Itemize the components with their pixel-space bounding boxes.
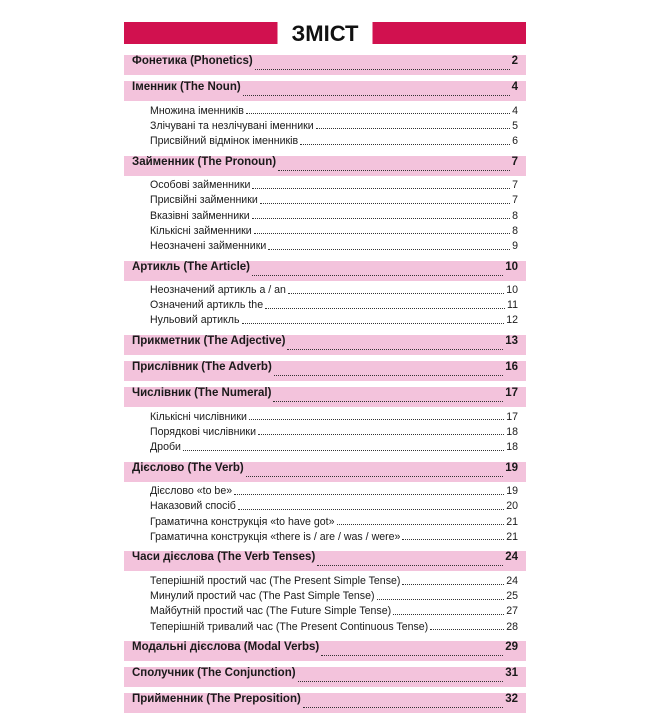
subsection-item[interactable] bbox=[124, 193, 526, 208]
subsection-item[interactable] bbox=[124, 223, 526, 238]
subsection-item[interactable] bbox=[124, 409, 526, 424]
section-heading[interactable] bbox=[124, 551, 526, 571]
leader-dots bbox=[298, 681, 504, 682]
subsection-list bbox=[124, 176, 526, 255]
section-page-number: 7 bbox=[511, 155, 518, 168]
leader-dots bbox=[242, 323, 505, 324]
toc-section bbox=[124, 335, 526, 355]
subsection-page-number: 10 bbox=[506, 284, 518, 297]
subsection-item[interactable] bbox=[124, 514, 526, 529]
subsection-item[interactable] bbox=[124, 439, 526, 454]
section-page-number: 29 bbox=[505, 641, 518, 654]
section-heading[interactable] bbox=[124, 55, 526, 75]
subsection-label: Наказовий спосіб bbox=[150, 500, 236, 513]
subsection-label: Неозначений артикль a / an bbox=[150, 284, 286, 297]
subsection-item[interactable] bbox=[124, 118, 526, 133]
leader-dots bbox=[254, 233, 510, 234]
toc-section bbox=[124, 55, 526, 75]
section-page-number: 32 bbox=[505, 693, 518, 706]
leader-dots bbox=[238, 509, 504, 510]
subsection-item[interactable] bbox=[124, 238, 526, 253]
section-title: Фонетика (Phonetics) bbox=[132, 55, 253, 67]
toc-section bbox=[124, 551, 526, 635]
leader-dots bbox=[316, 128, 510, 129]
subsection-label: Граматична конструкція «there is / are / was / were» bbox=[150, 530, 401, 543]
subsection-list bbox=[124, 571, 526, 635]
subsection-page-number: 8 bbox=[512, 224, 518, 237]
subsection-list bbox=[124, 482, 526, 546]
toc-section bbox=[124, 641, 526, 661]
leader-dots bbox=[252, 275, 503, 276]
subsection-item[interactable] bbox=[124, 178, 526, 193]
leader-dots bbox=[246, 476, 504, 477]
toc-section bbox=[124, 387, 526, 456]
subsection-item[interactable] bbox=[124, 208, 526, 223]
subsection-item[interactable] bbox=[124, 424, 526, 439]
leader-dots bbox=[300, 144, 510, 145]
leader-dots bbox=[268, 249, 510, 250]
leader-dots bbox=[317, 565, 503, 566]
leader-dots bbox=[265, 308, 505, 309]
leader-dots bbox=[377, 599, 505, 600]
leader-dots bbox=[402, 584, 504, 585]
section-title: Числівник (The Numeral) bbox=[132, 387, 272, 400]
leader-dots bbox=[337, 524, 505, 525]
section-title: Іменник (The Noun) bbox=[132, 81, 241, 93]
subsection-label: Кількісні займенники bbox=[150, 224, 252, 237]
subsection-page-number: 6 bbox=[512, 134, 518, 147]
subsection-item[interactable] bbox=[124, 589, 526, 604]
subsection-page-number: 27 bbox=[506, 605, 518, 618]
leader-dots bbox=[252, 188, 510, 189]
subsection-list bbox=[124, 407, 526, 456]
section-heading[interactable] bbox=[124, 156, 526, 176]
section-title: Дієслово (The Verb) bbox=[132, 461, 244, 474]
leader-dots bbox=[234, 494, 504, 495]
leader-dots bbox=[303, 707, 503, 708]
leader-dots bbox=[252, 218, 510, 219]
subsection-page-number: 17 bbox=[506, 410, 518, 423]
leader-dots bbox=[273, 401, 503, 402]
subsection-item[interactable] bbox=[124, 573, 526, 588]
section-title: Прийменник (The Preposition) bbox=[132, 693, 301, 706]
table-of-contents bbox=[124, 22, 526, 719]
section-page-number: 2 bbox=[511, 55, 518, 67]
subsection-page-number: 4 bbox=[512, 104, 518, 117]
leader-dots bbox=[393, 614, 504, 615]
section-heading[interactable] bbox=[124, 387, 526, 407]
section-heading[interactable] bbox=[124, 361, 526, 381]
subsection-item[interactable] bbox=[124, 499, 526, 514]
subsection-label: Майбутній простий час (The Future Simple Tense) bbox=[150, 605, 392, 618]
subsection-item[interactable] bbox=[124, 619, 526, 634]
leader-dots bbox=[274, 375, 503, 376]
subsection-label: Присвійні займенники bbox=[150, 194, 258, 207]
subsection-page-number: 25 bbox=[506, 590, 518, 603]
section-page-number: 16 bbox=[505, 361, 518, 374]
subsection-item[interactable] bbox=[124, 103, 526, 118]
section-heading[interactable] bbox=[124, 667, 526, 687]
section-title: Модальні дієслова (Modal Verbs) bbox=[132, 641, 320, 654]
section-title: Часи дієслова (The Verb Tenses) bbox=[132, 551, 316, 564]
leader-dots bbox=[258, 434, 504, 435]
subsection-page-number: 11 bbox=[507, 299, 518, 312]
subsection-page-number: 21 bbox=[506, 515, 518, 528]
subsection-item[interactable] bbox=[124, 604, 526, 619]
section-heading[interactable] bbox=[124, 641, 526, 661]
toc-section bbox=[124, 462, 526, 546]
subsection-label: Множина іменників bbox=[150, 104, 244, 117]
toc-section bbox=[124, 81, 526, 150]
leader-dots bbox=[260, 203, 510, 204]
subsection-label: Теперішній тривалий час (The Present Continuous Tense) bbox=[150, 620, 429, 633]
section-page-number: 10 bbox=[505, 260, 518, 273]
subsection-label: Минулий простий час (The Past Simple Tense) bbox=[150, 590, 375, 603]
toc-section bbox=[124, 667, 526, 687]
subsection-page-number: 18 bbox=[506, 441, 518, 454]
subsection-page-number: 9 bbox=[512, 239, 518, 252]
toc-section bbox=[124, 693, 526, 713]
subsection-item[interactable] bbox=[124, 484, 526, 499]
leader-dots bbox=[287, 349, 503, 350]
toc-section bbox=[124, 156, 526, 255]
leader-dots bbox=[246, 113, 510, 114]
subsection-label: Дроби bbox=[150, 441, 181, 454]
leader-dots bbox=[288, 293, 504, 294]
leader-dots bbox=[278, 170, 510, 171]
subsection-page-number: 21 bbox=[506, 530, 518, 543]
section-title: Артикль (The Article) bbox=[132, 260, 251, 273]
subsection-page-number: 20 bbox=[506, 500, 518, 513]
subsection-item[interactable] bbox=[124, 313, 526, 328]
toc-list bbox=[124, 55, 526, 713]
title-bar bbox=[124, 22, 526, 44]
subsection-item[interactable] bbox=[124, 283, 526, 298]
subsection-label: Нульовий артикль bbox=[150, 314, 240, 327]
section-title: Прислівник (The Adverb) bbox=[132, 361, 272, 374]
subsection-list bbox=[124, 101, 526, 150]
section-heading[interactable] bbox=[124, 335, 526, 355]
subsection-label: Особові займенники bbox=[150, 179, 251, 192]
subsection-list bbox=[124, 281, 526, 330]
section-heading[interactable] bbox=[124, 693, 526, 713]
subsection-page-number: 12 bbox=[506, 314, 518, 327]
section-title: Займенник (The Pronoun) bbox=[132, 155, 277, 168]
leader-dots bbox=[255, 69, 510, 70]
subsection-label: Присвійний відмінок іменників bbox=[150, 134, 299, 147]
subsection-label: Порядкові числівники bbox=[150, 425, 256, 438]
leader-dots bbox=[430, 629, 504, 630]
toc-section bbox=[124, 261, 526, 330]
section-title: Прикметник (The Adjective) bbox=[132, 335, 286, 348]
subsection-item[interactable] bbox=[124, 529, 526, 544]
leader-dots bbox=[402, 539, 504, 540]
subsection-page-number: 19 bbox=[506, 485, 518, 498]
subsection-page-number: 7 bbox=[512, 194, 518, 207]
section-heading[interactable] bbox=[124, 81, 526, 101]
subsection-page-number: 28 bbox=[506, 620, 518, 633]
subsection-label: Означений артикль the bbox=[150, 299, 264, 312]
subsection-page-number: 24 bbox=[506, 574, 518, 587]
subsection-page-number: 5 bbox=[512, 119, 518, 132]
subsection-label: Злічувані та незлічувані іменники bbox=[150, 119, 314, 132]
subsection-page-number: 18 bbox=[506, 425, 518, 438]
leader-dots bbox=[243, 95, 510, 96]
subsection-label: Граматична конструкція «to have got» bbox=[150, 515, 335, 528]
subsection-label: Кількісні числівники bbox=[150, 410, 247, 423]
subsection-label: Дієслово «to be» bbox=[150, 485, 233, 498]
section-page-number: 17 bbox=[505, 387, 518, 400]
section-page-number: 19 bbox=[505, 461, 518, 474]
section-page-number: 31 bbox=[505, 667, 518, 680]
section-page-number: 24 bbox=[505, 551, 518, 564]
leader-dots bbox=[183, 450, 504, 451]
subsection-item[interactable] bbox=[124, 133, 526, 148]
subsection-label: Вказівні займенники bbox=[150, 209, 250, 222]
leader-dots bbox=[249, 419, 504, 420]
section-heading[interactable] bbox=[124, 462, 526, 482]
subsection-item[interactable] bbox=[124, 298, 526, 313]
subsection-label: Теперішній простий час (The Present Simple Tense) bbox=[150, 574, 401, 587]
toc-section bbox=[124, 361, 526, 381]
subsection-page-number: 7 bbox=[512, 179, 518, 192]
subsection-page-number: 8 bbox=[512, 209, 518, 222]
page-title: ЗМІСТ bbox=[278, 20, 373, 48]
subsection-label: Неозначені займенники bbox=[150, 239, 267, 252]
section-title: Сполучник (The Conjunction) bbox=[132, 667, 296, 680]
section-page-number: 13 bbox=[505, 335, 518, 348]
section-page-number: 4 bbox=[511, 81, 518, 93]
leader-dots bbox=[321, 655, 503, 656]
section-heading[interactable] bbox=[124, 261, 526, 281]
